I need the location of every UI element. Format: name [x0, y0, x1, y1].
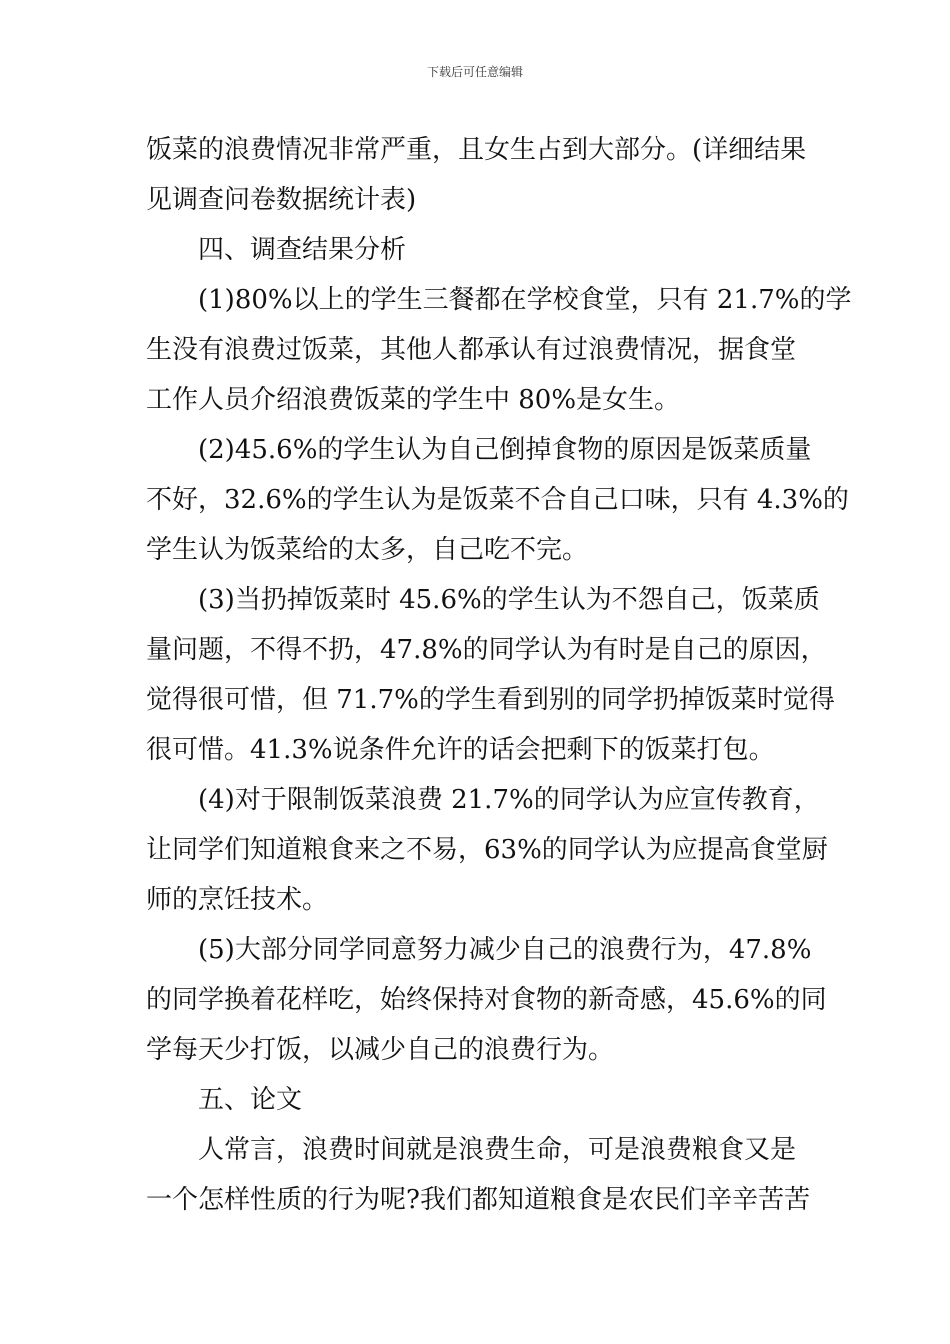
text-line: 觉得很可惜，但 71.7%的学生看到别的同学扔掉饭菜时觉得 — [146, 685, 835, 715]
text-line: (2)45.6%的学生认为自己倒掉食物的原因是饭菜质量 — [198, 435, 812, 465]
heading-text: 四、调查结果分析 — [198, 235, 407, 265]
text-line: (3)当扔掉饭菜时 45.6%的学生认为不怨自己，饭菜质 — [198, 585, 820, 615]
paragraph-essay-intro — [146, 1125, 810, 1225]
text-line: 一个怎样性质的行为呢?我们都知道粮食是农民们辛辛苦苦 — [146, 1185, 810, 1215]
paragraph-finding-2 — [146, 425, 849, 575]
text-line: 让同学们知道粮食来之不易，63%的同学认为应提高食堂厨 — [146, 835, 828, 865]
paragraph-finding-1 — [146, 275, 852, 425]
page-header-note: 下载后可任意编辑 — [426, 65, 523, 79]
paragraph-finding-5 — [146, 925, 827, 1075]
text-line: 学生认为饭菜给的太多，自己吃不完。 — [146, 535, 589, 565]
paragraph-finding-4 — [146, 775, 828, 925]
document-body — [146, 125, 852, 1225]
paragraph-finding-3 — [146, 575, 835, 775]
text-line: 见调查问卷数据统计表) — [146, 185, 417, 215]
text-line: 的同学换着花样吃，始终保持对食物的新奇感，45.6%的同 — [146, 985, 827, 1015]
text-line: 人常言，浪费时间就是浪费生命，可是浪费粮食又是 — [198, 1135, 797, 1165]
text-line: 师的烹饪技术。 — [146, 885, 329, 915]
section-heading-analysis — [146, 225, 810, 275]
paragraph-survey-summary — [146, 125, 810, 225]
text-line: (4)对于限制饭菜浪费 21.7%的同学认为应宣传教育， — [198, 785, 820, 815]
text-line: (1)80%以上的学生三餐都在学校食堂，只有 21.7%的学 — [198, 285, 852, 315]
text-line: 不好，32.6%的学生认为是饭菜不合自己口味，只有 4.3%的 — [146, 485, 849, 515]
text-line: 很可惜。41.3%说条件允许的话会把剩下的饭菜打包。 — [146, 735, 775, 765]
text-line: 饭菜的浪费情况非常严重，且女生占到大部分。(详细结果 — [146, 135, 807, 165]
text-line: 量问题，不得不扔，47.8%的同学认为有时是自己的原因， — [146, 635, 827, 665]
heading-text: 五、论文 — [198, 1085, 303, 1115]
text-line: 学每天少打饭，以减少自己的浪费行为。 — [146, 1035, 615, 1065]
text-line: 工作人员介绍浪费饭菜的学生中 80%是女生。 — [146, 385, 681, 415]
section-heading-essay — [146, 1075, 810, 1125]
text-line: (5)大部分同学同意努力减少自己的浪费行为，47.8% — [198, 935, 812, 965]
text-line: 生没有浪费过饭菜，其他人都承认有过浪费情况，据食堂 — [146, 335, 797, 365]
